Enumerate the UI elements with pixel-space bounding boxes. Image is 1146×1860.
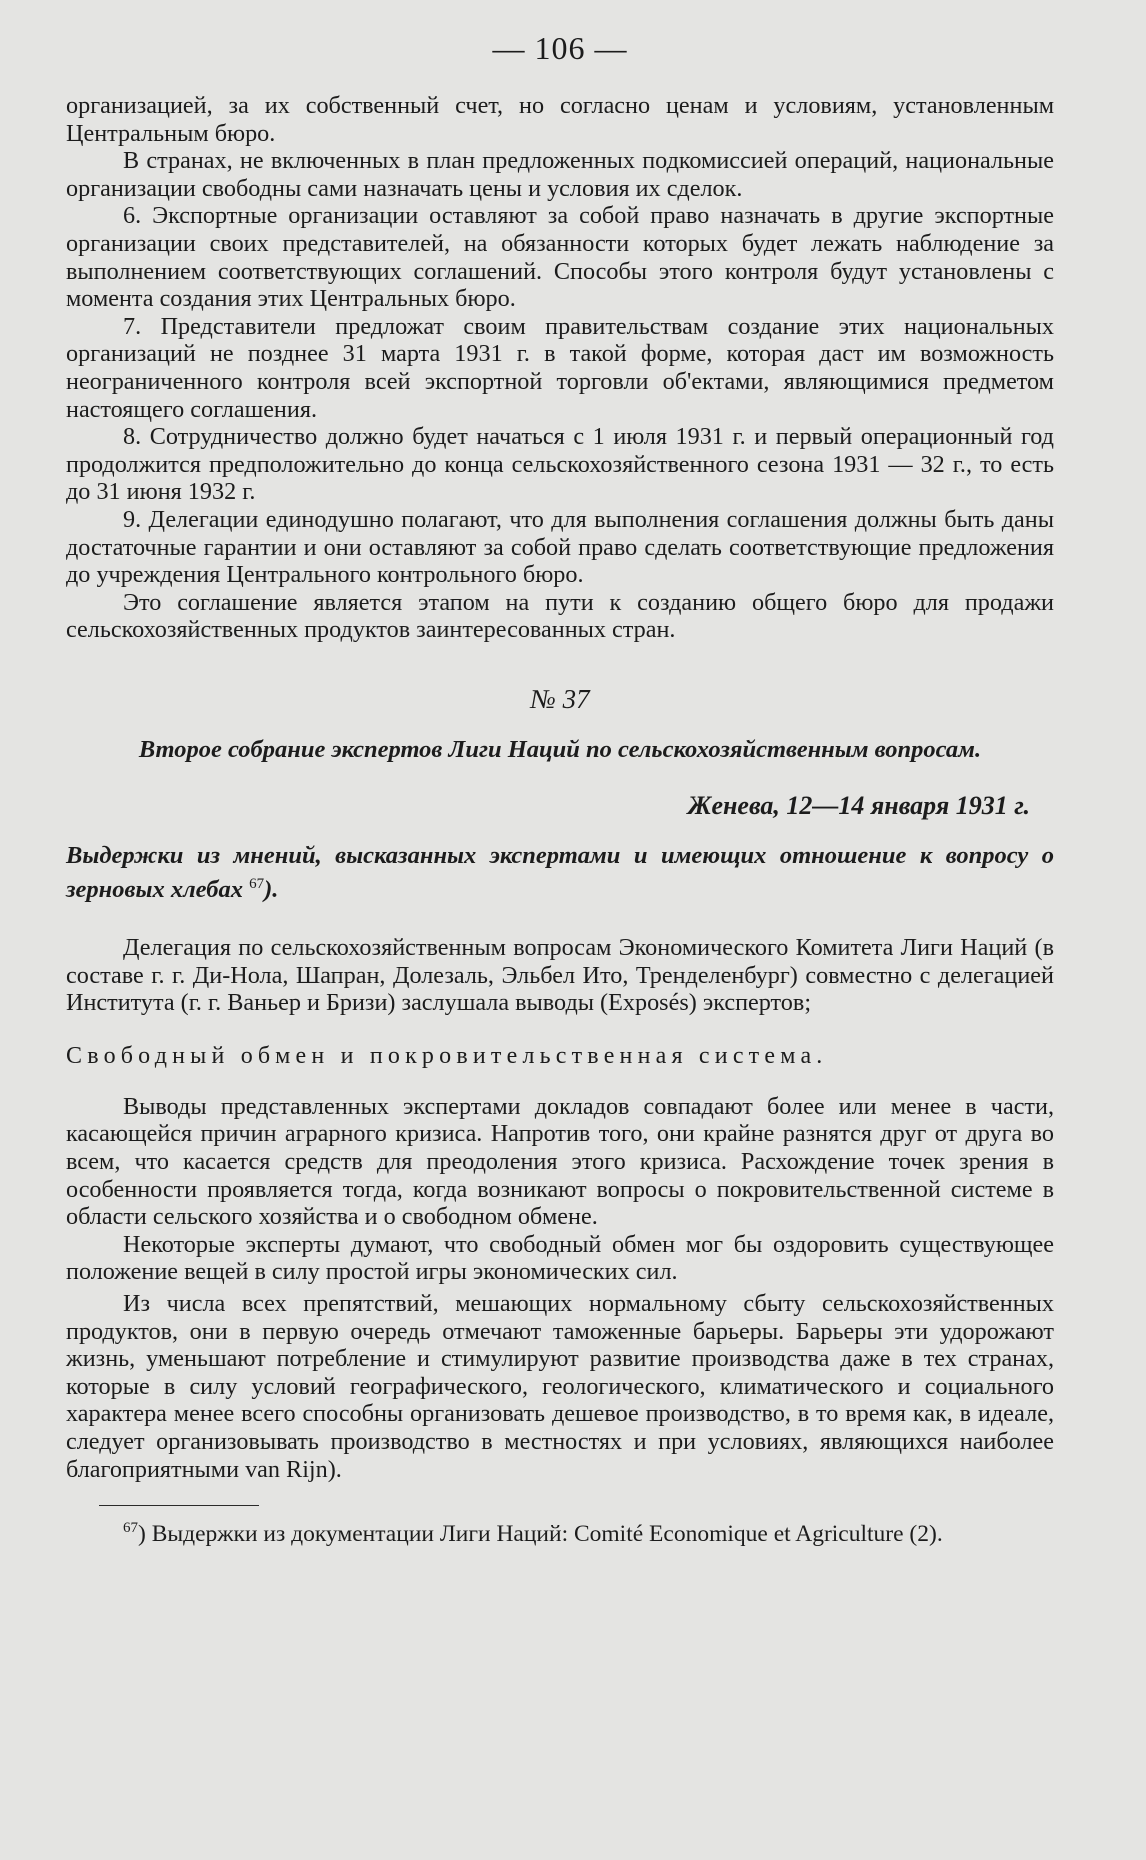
footnote-marker: 67 [123,1520,138,1537]
paragraph-item-6: 6. Экспортные организации оставляют за собой право назначать в другие экспортные организации своих представителей, на обязанности которых будет лежать наблюдение за выполнением соответствующих соглашений. Способы этого контроля будут установлены с момента создания этих Центральных бюро. [66,202,1054,313]
paragraph-item-7: 7. Представители предложат своим правительствам создание этих национальных организаций не позднее 31 марта 1931 г. в такой форме, которая даст им возможность неограниченного контроля всей экспортной торговли об'ектами, являющимися предметом настоящего соглашения. [66,312,1054,423]
paragraph-body-3: Из числа всех препятствий, мешающих нормальному сбыту сельскохозяйственных продуктов, они в первую очередь отмечают таможенные барьеры. Барьеры эти удорожают жизнь, уменьшают потребление и стимулируют развитие производства даже в тех странах, которые в силу условий географического, геологического, климатического и социального характера менее всего способны организовать дешевое производство, в то время как, в идеале, следует организовывать производство в местностях и при условиях, являющихся наиболее благоприятными van Rijn). [66,1289,1054,1483]
extract-title-text: Выдержки из мнений, высказанных экспертами и имеющих отношение к вопросу о зерновых хлебах [66,841,1054,904]
paragraph-continuation: организацией, за их собственный счет, но согласно ценам и условиям, установленным Центральным бюро. [66,92,1054,147]
footnote-ref: 67 [249,875,265,892]
footnote-text: Выдержки из документации Лиги Наций: Comité Economique et Agriculture (2). [151,1520,943,1547]
paragraph-agreement-stage: Это соглашение является этапом на пути к созданию общего бюро для продажи сельскохозяйственных продуктов заинтересованных стран. [66,588,1054,644]
footnote: $^{67}$) Выдержки из документации Лиги Наций: Comité Economique et Agriculture (2). [123,1520,943,1547]
page-number: — 106 — [492,30,628,66]
document-title: Второе собрание экспертов Лиги Наций по сельскохозяйственным вопросам. [138,735,982,763]
footnote-divider [99,1505,259,1506]
extract-title: Выдержки из мнений, высказанных экспертами и имеющих отношение к вопросу о зерновых хлебах $^{67}$). [66,841,1054,904]
section-heading: Свободный обмен и покровительственная система. [66,1042,828,1069]
document-place-date: Женева, 12—14 января 1931 г. [687,790,1030,820]
paragraph-body-1: Выводы представленных экспертами докладов совпадают более или менее в части, касающейся причин аграрного кризиса. Напротив того, они крайне разнятся друг от друга во всем, что касается средств для преодоления этого кризиса. Расхождение точек зрения в особенности проявляется тогда, когда возникают вопросы о покровительственной системе в области сельского хозяйства и о свободном обмене. [66,1092,1054,1231]
paragraph-body-2: Некоторые эксперты думают, что свободный обмен мог бы оздоровить существующее положение вещей в силу простой игры экономических сил. [66,1230,1054,1286]
paragraph-other-countries: В странах, не включенных в план предложенных подкомиссией операций, национальные организации свободны сами назначать цены и условия их сделок. [66,147,1054,202]
document-number: № 37 [530,683,590,714]
paragraph-item-9: 9. Делегации единодушно полагают, что для выполнения соглашения должны быть даны достаточные гарантии и они оставляют за собой право сделать соответствующие предложения до учреждения Центрального контрольного бюро. [66,505,1054,589]
paragraph-item-8: 8. Сотрудничество должно будет начаться с 1 июля 1931 г. и первый операционный год продолжится предположительно до конца сельскохозяйственного сезона 1931 — 32 г., то есть до 31 июня 1932 г. [66,423,1054,506]
paragraph-intro: Делегация по сельскохозяйственным вопросам Экономического Комитета Лиги Наций (в составе г. г. Ди-Нола, Шапран, Долезаль, Эльбел Ито, Тренделенбург) совместно с делегацией Института (г. г. Ваньер и Бризи) заслушала выводы (Exposés) экспертов; [66,934,1054,1017]
